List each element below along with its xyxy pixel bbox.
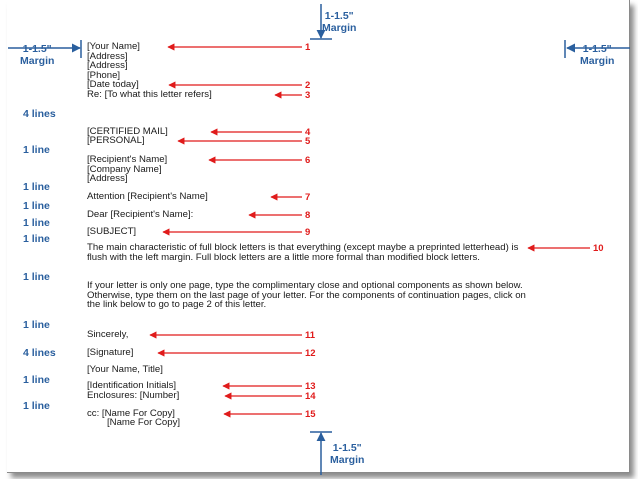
sender-address-line: [Address] — [87, 60, 128, 71]
spacing-label: 1 line — [23, 319, 50, 331]
callout-number: 8 — [305, 210, 311, 221]
sender-address-line: [Address] — [87, 51, 128, 62]
date-line: [Date today] — [87, 79, 139, 90]
spacing-label: 1 line — [23, 400, 50, 412]
reference-line: Re: [To what this letter refers] — [87, 89, 212, 100]
callout-number: 9 — [305, 227, 311, 238]
company-name-line: [Company Name] — [87, 164, 162, 175]
recipient-name-line: [Recipient's Name] — [87, 154, 168, 165]
callout-number: 5 — [305, 136, 311, 147]
sender-phone-line: [Phone] — [87, 70, 121, 81]
complimentary-close-line: Sincerely, — [87, 329, 129, 340]
bottom-margin-label: 1-1.5" Margin — [330, 442, 365, 466]
cc-line: cc: [Name For Copy] — [87, 408, 175, 419]
enclosures-line: Enclosures: [Number] — [87, 390, 180, 401]
callout-number: 13 — [305, 381, 316, 392]
right-margin-label: 1-1.5" Margin — [580, 43, 615, 67]
recipient-address-line: [Address] — [87, 173, 128, 184]
sender-name-line: [Your Name] — [87, 41, 140, 52]
cc-name-line: [Name For Copy] — [107, 417, 181, 428]
attention-line: Attention [Recipient's Name] — [87, 191, 208, 202]
callout-number: 7 — [305, 192, 311, 203]
spacing-label: 1 line — [23, 200, 50, 212]
spacing-label: 1 line — [23, 217, 50, 229]
left-margin-label: 1-1.5" Margin — [20, 43, 55, 67]
callout-number: 6 — [305, 155, 311, 166]
salutation-line: Dear [Recipient's Name]: — [87, 209, 194, 220]
personal-line: [PERSONAL] — [87, 135, 145, 146]
signature-line: [Signature] — [87, 347, 134, 358]
body-paragraph: The main characteristic of full block letters is that everything (except maybe a preprinted letterhead) is flush with the left margin. Full block letters are a little more formal than modified block letters. — [87, 242, 519, 263]
identification-initials-line: [Identification Initials] — [87, 380, 177, 391]
top-margin-label: 1-1.5" Margin — [322, 10, 357, 34]
callout-number: 10 — [593, 243, 604, 254]
subject-line: [SUBJECT] — [87, 226, 137, 237]
callout-number: 3 — [305, 90, 311, 101]
spacing-label: 1 line — [23, 374, 50, 386]
callout-number: 15 — [305, 409, 316, 420]
certified-mail-line: [CERTIFIED MAIL] — [87, 126, 168, 137]
spacing-label: 1 line — [23, 181, 50, 193]
spacing-label: 1 line — [23, 271, 50, 283]
spacing-label: 4 lines — [23, 347, 56, 359]
spacing-label: 1 line — [23, 233, 50, 245]
spacing-label: 4 lines — [23, 108, 56, 120]
callout-number: 12 — [305, 348, 316, 359]
callout-number: 1 — [305, 42, 311, 53]
callout-number: 14 — [305, 391, 316, 402]
body-paragraph: If your letter is only one page, type the complimentary close and optional components as shown below. Otherwise, type them on the last page of your letter. For the components of continuation pages, click on the link below to go to page 2 of this letter. — [87, 280, 526, 311]
spacing-label: 1 line — [23, 144, 50, 156]
callout-number: 2 — [305, 80, 311, 91]
name-title-line: [Your Name, Title] — [87, 364, 163, 375]
callout-number: 11 — [305, 330, 316, 341]
callout-number: 4 — [305, 127, 311, 138]
